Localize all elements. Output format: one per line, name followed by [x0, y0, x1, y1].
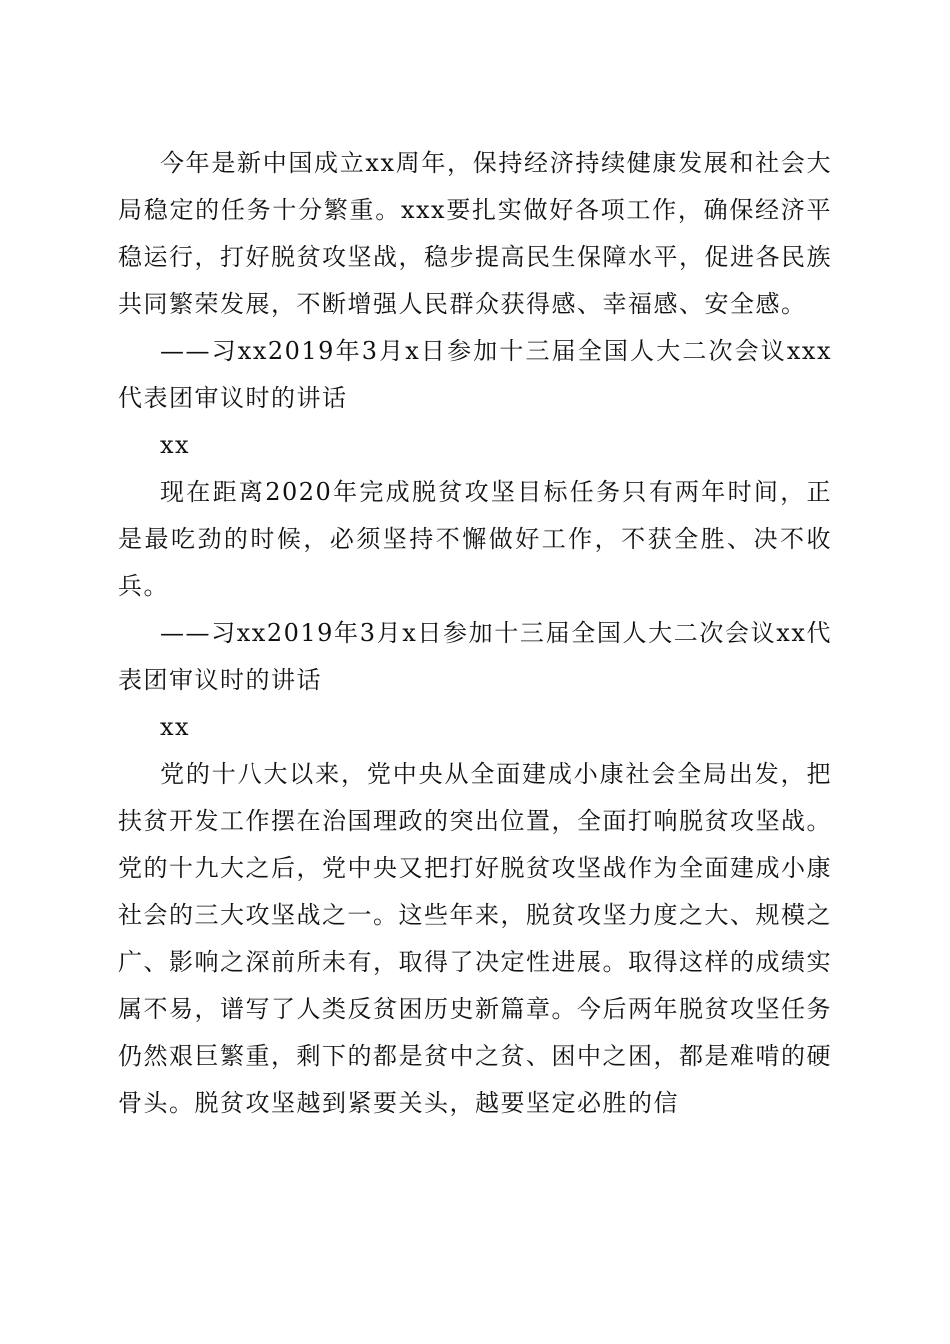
paragraph-quote-1: 今年是新中国成立xx周年，保持经济持续健康发展和社会大局稳定的任务十分繁重。xxx要扎实做好各项工作，确保经济平稳运行，打好脱贫攻坚战，稳步提高民生保障水平，促进各民族共同繁荣发展，不断增强人民群众获得感、幸福感、安全感。 — [118, 149, 832, 318]
paragraph-quote-2: 现在距离2020年完成脱贫攻坚目标任务只有两年时间，正是最吃劲的时候，必须坚持不懈做好工作，不获全胜、决不收兵。 — [118, 478, 832, 600]
paragraph-main: 党的十八大以来，党中央从全面建成小康社会全局出发，把扶贫开发工作摆在治国理政的突出位置，全面打响脱贫攻坚战。党的十九大之后，党中央又把打好脱贫攻坚战作为全面建成小康社会的三大攻坚战之一。这些年来，脱贫攻坚力度之大、规模之广、影响之深前所未有，取得了决定性进展。取得这样的成绩实属不易，谱写了人类反贫困历史新篇章。今后两年脱贫攻坚任务仍然艰巨繁重，剩下的都是贫中之贫、困中之困，都是难啃的硬骨头。脱贫攻坚越到紧要关头，越要坚定必胜的信 — [118, 760, 832, 1117]
quote-attribution-1: ——习xx2019年3月x日参加十三届全国人大二次会议xxx代表团审议时的讲话 — [118, 337, 832, 412]
placeholder-line-1: xx — [160, 431, 191, 459]
quote-attribution-2: ——习xx2019年3月x日参加十三届全国人大二次会议xx代表团审议时的讲话 — [118, 619, 832, 694]
document-body — [118, 140, 832, 1127]
placeholder-line-2: xx — [160, 713, 191, 741]
